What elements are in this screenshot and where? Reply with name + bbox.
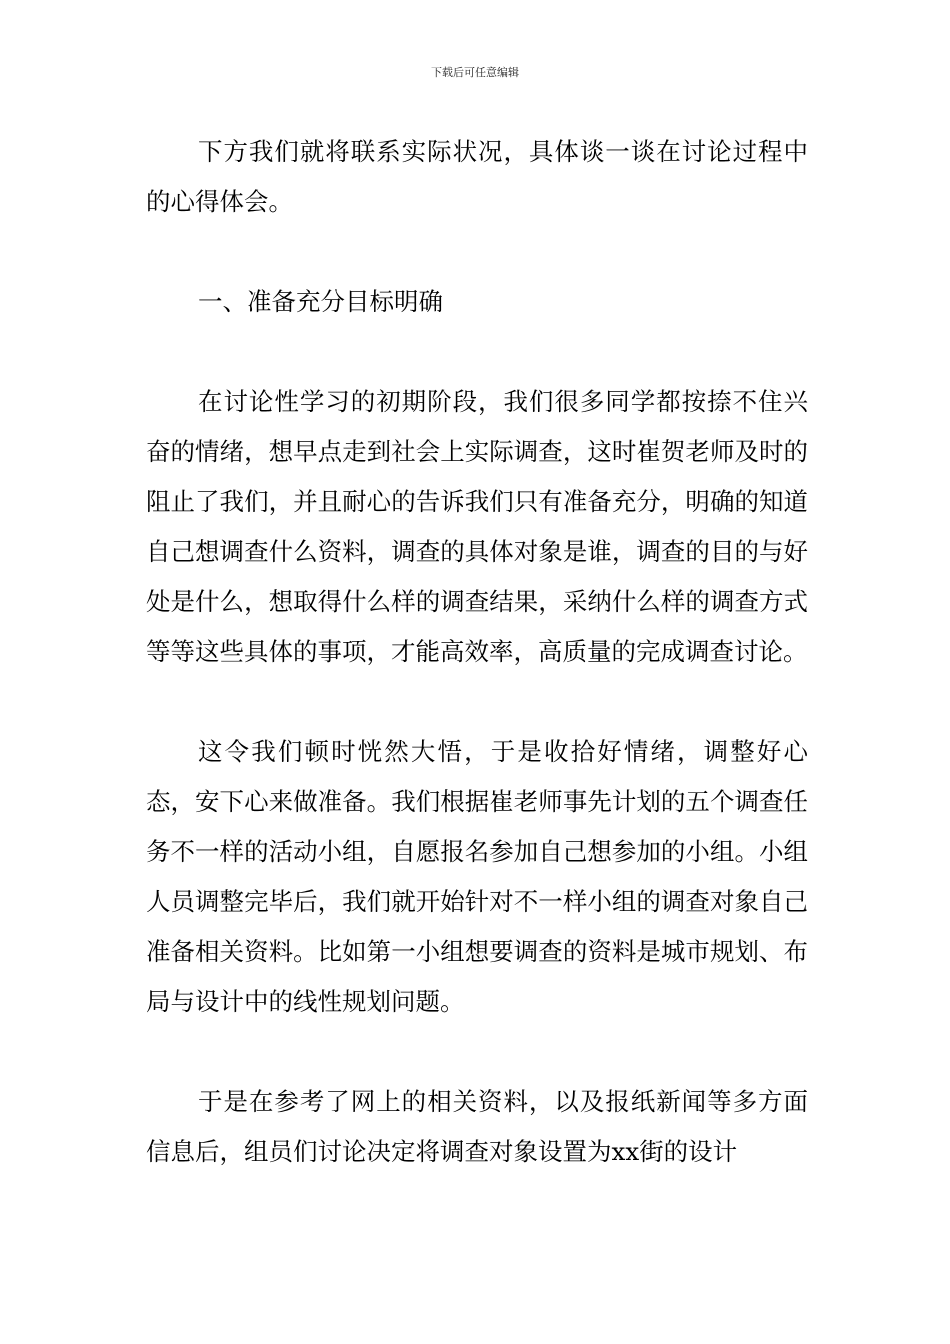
paragraph-intro: 下方我们就将联系实际状况，具体谈一谈在讨论过程中的心得体会。 [146,137,808,216]
header-note: 下载后可任意编辑 [431,66,519,79]
document-body [146,127,808,1177]
section-heading: 一、准备充分目标明确 [198,287,443,316]
paragraph-research: 于是在参考了网上的相关资料，以及报纸新闻等多方面信息后，组员们讨论决定将调查对象设置为xx街的设计 [146,1087,808,1166]
paragraph-preparation: 在讨论性学习的初期阶段，我们很多同学都按捺不住兴奋的情绪，想早点走到社会上实际调查，这时崔贺老师及时的阻止了我们，并且耐心的告诉我们只有准备充分，明确的知道自己想调查什么资料，调查的具体对象是谁，调查的目的与好处是什么，想取得什么样的调查结果，采纳什么样的调查方式等等这些具体的事项，才能高效率，高质量的完成调查讨论。 [146,387,808,666]
paragraph-groups: 这令我们顿时恍然大悟，于是收拾好情绪，调整好心态，安下心来做准备。我们根据崔老师事先计划的五个调查任务不一样的活动小组，自愿报名参加自己想参加的小组。小组人员调整完毕后，我们就开始针对不一样小组的调查对象自己准备相关资料。比如第一小组想要调查的资料是城市规划、布局与设计中的线性规划问题。 [146,737,808,1016]
